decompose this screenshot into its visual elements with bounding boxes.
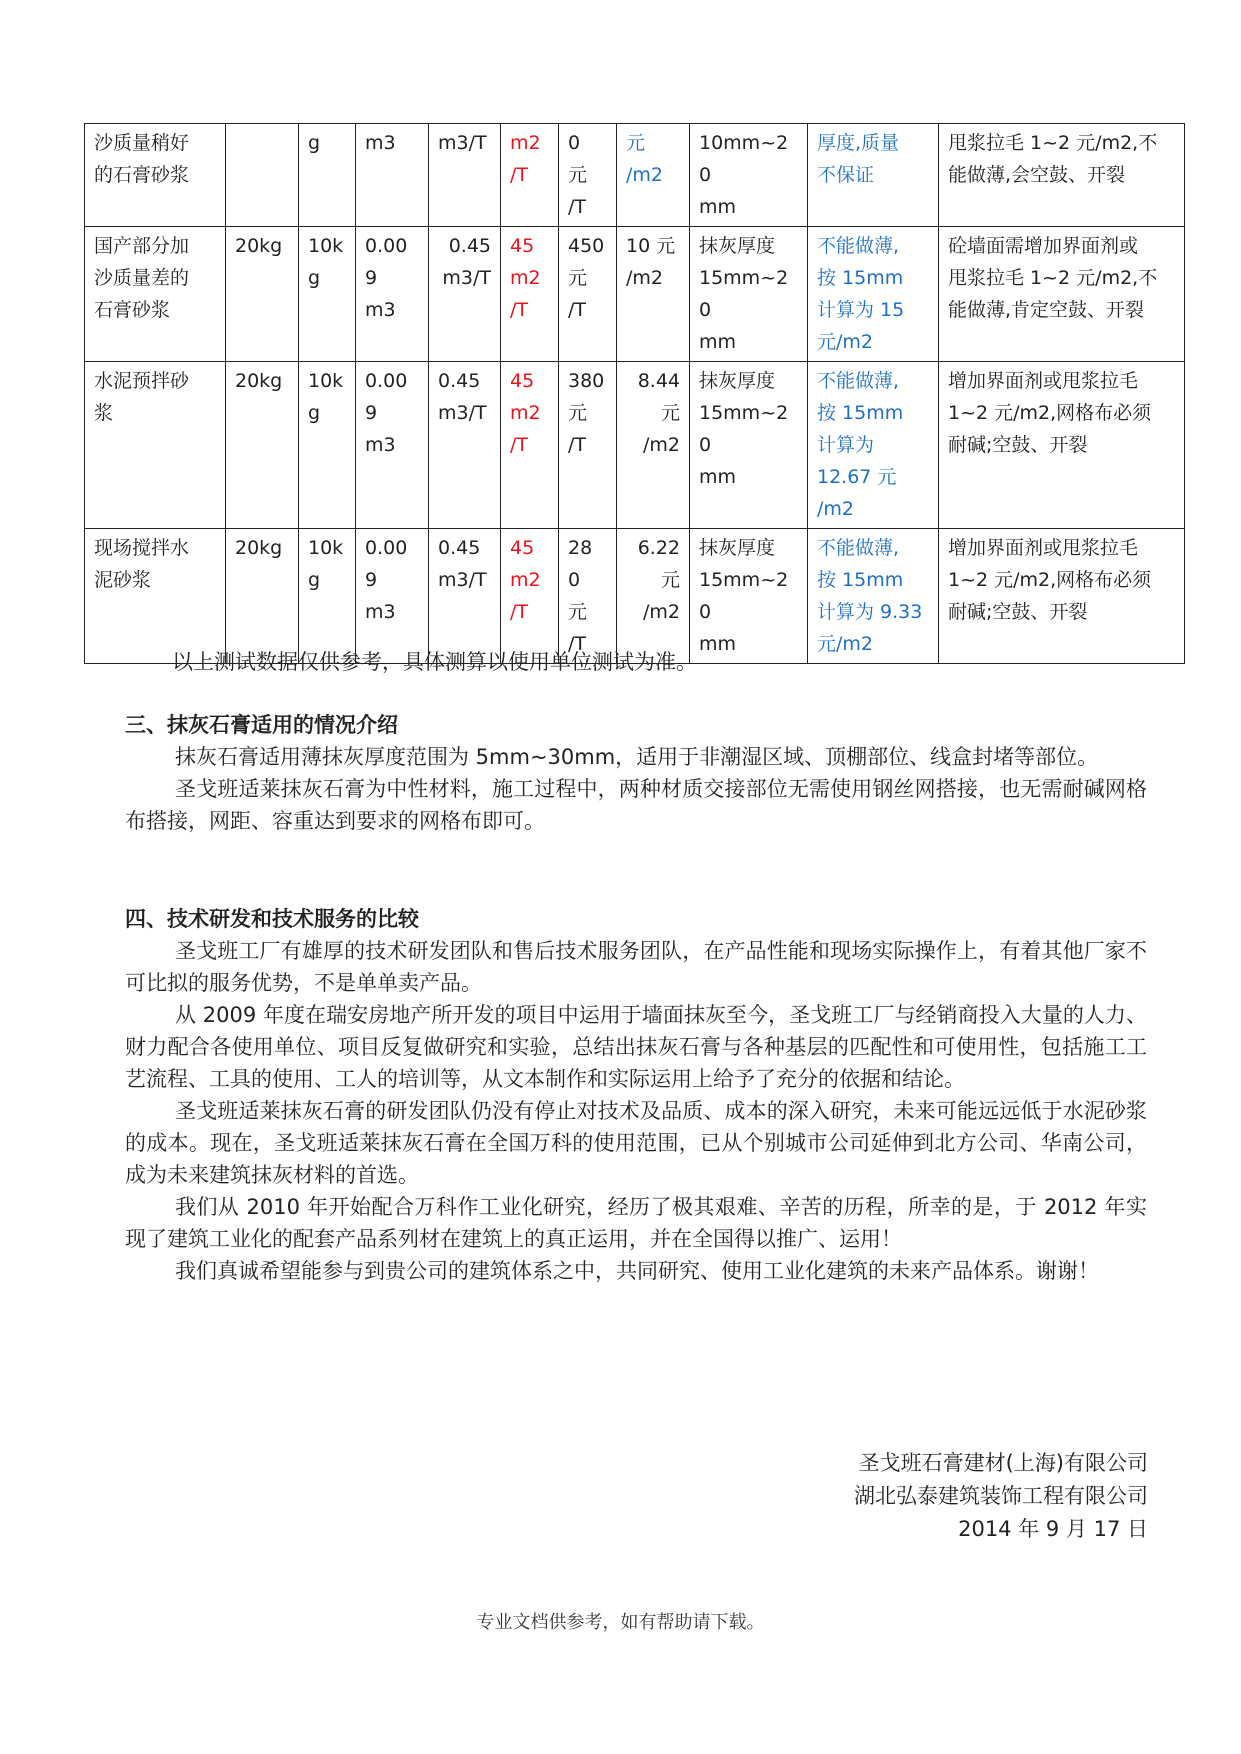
bag-weight-cell: 20kg (226, 227, 299, 362)
bag-weight-cell: 20kg (226, 362, 299, 529)
price-per-m2-cell: 8.44 元 /m2 (617, 362, 690, 529)
volume-cell: 0.009 m3 (356, 529, 429, 664)
price-per-m2-cell: 6.22 元 /m2 (617, 529, 690, 664)
price-per-ton-cell: 450 元 /T (559, 227, 617, 362)
area-per-ton-cell: 45 m2 /T (501, 227, 559, 362)
price-per-ton-cell: 380 元 /T (559, 362, 617, 529)
paragraph: 我们真诚希望能参与到贵公司的建筑体系之中，共同研究、使用工业化建筑的未来产品体系。谢谢！ (175, 1259, 1099, 1283)
company-name-2: 湖北弘泰建筑装饰工程有限公司 (854, 1484, 1148, 1508)
paragraph: 我们从 2010 年开始配合万科作工业化研究，经历了极其艰难、辛苦的历程，所幸的是，于 2012 年实现了建筑工业化的配套产品系列材在建筑上的真正运用，并在全国得以推广、运用！ (125, 1195, 1147, 1251)
volume-cell: 0.009 m3 (356, 227, 429, 362)
thickness-cell: 抹灰厚度 15mm~20 mm (690, 227, 808, 362)
paragraph: 从 2009 年度在瑞安房地产所开发的项目中运用于墙面抹灰至今，圣戈班工厂与经销商投入大量的人力、财力配合各使用单位、项目反复做研究和实验，总结出抹灰石膏与各种基层的匹配性和可使用性，包括施工工艺流程、工具的使用、工人的培训等，从文本制作和实际运用上给予了充分的依据和结论。 (125, 1003, 1147, 1091)
volume-cell: m3 (356, 124, 429, 227)
paragraph: 抹灰石膏适用薄抹灰厚度范围为 5mm~30mm，适用于非潮湿区域、顶棚部位、线盒封堵等部位。 (175, 745, 1099, 769)
remark-cell: 甩浆拉毛 1~2 元/m2,不 能做薄,会空鼓、开裂 (939, 124, 1185, 227)
volume-cell: 0.009 m3 (356, 362, 429, 529)
cost-note-cell: 不能做薄, 按 15mm 计算为 15 元/m2 (808, 227, 939, 362)
material-cell: 沙质量稍好 的石膏砂浆 (85, 124, 226, 227)
thickness-cell: 10mm~20 mm (690, 124, 808, 227)
thickness-cell: 抹灰厚度 15mm~20 mm (690, 362, 808, 529)
table-row (85, 227, 1185, 362)
area-per-ton-cell: 45 m2 /T (501, 362, 559, 529)
cost-note-cell: 不能做薄, 按 15mm 计算为 12.67 元 /m2 (808, 362, 939, 529)
volume-per-ton-cell: 0.45 m3/T (429, 227, 501, 362)
thickness-cell: 抹灰厚度 15mm~20 mm (690, 529, 808, 664)
signature-block (854, 1447, 1148, 1546)
weight-cell: 10k g (299, 529, 356, 664)
material-cell: 国产部分加 沙质量差的 石膏砂浆 (85, 227, 226, 362)
weight-cell: 10k g (299, 227, 356, 362)
comparison-table (84, 123, 1185, 664)
remark-cell: 增加界面剂或甩浆拉毛 1~2 元/m2,网格布必须 耐碱;空鼓、开裂 (939, 529, 1185, 664)
price-per-m2-cell: 元 /m2 (617, 124, 690, 227)
price-per-m2-cell: 10 元 /m2 (617, 227, 690, 362)
paragraph: 圣戈班适莱抹灰石膏为中性材料，施工过程中，两种材质交接部位无需使用钢丝网搭接，也无需耐碱网格布搭接，网距、容重达到要求的网格布即可。 (125, 777, 1147, 833)
section-3-body (125, 741, 1147, 837)
volume-per-ton-cell: m3/T (429, 124, 501, 227)
area-per-ton-cell: m2 /T (501, 124, 559, 227)
paragraph: 圣戈班适莱抹灰石膏的研发团队仍没有停止对技术及品质、成本的深入研究，未来可能远远低于水泥砂浆的成本。现在，圣戈班适莱抹灰石膏在全国万科的使用范围，已从个别城市公司延伸到北方公司、华南公司，成为未来建筑抹灰材料的首选。 (125, 1099, 1147, 1187)
weight-cell: 10k g (299, 362, 356, 529)
weight-cell: g (299, 124, 356, 227)
page-footer: 专业文档供参考，如有帮助请下载。 (476, 1612, 765, 1633)
area-per-ton-cell: 45 m2 /T (501, 529, 559, 664)
volume-per-ton-cell: 0.45 m3/T (429, 362, 501, 529)
paragraph: 圣戈班工厂有雄厚的技术研发团队和售后技术服务团队，在产品性能和现场实际操作上，有着其他厂家不可比拟的服务优势，不是单单卖产品。 (125, 939, 1147, 995)
section-3-heading: 三、抹灰石膏适用的情况介绍 (125, 713, 398, 737)
bag-weight-cell: 20kg (226, 529, 299, 664)
company-name-1: 圣戈班石膏建材(上海)有限公司 (858, 1451, 1148, 1475)
material-cell: 水泥预拌砂 浆 (85, 362, 226, 529)
price-per-ton-cell: 28 0 元 /T (559, 529, 617, 664)
remark-cell: 增加界面剂或甩浆拉毛 1~2 元/m2,网格布必须 耐碱;空鼓、开裂 (939, 362, 1185, 529)
price-per-ton-cell: 0 元 /T (559, 124, 617, 227)
section-4-heading: 四、技术研发和技术服务的比较 (125, 907, 419, 931)
volume-per-ton-cell: 0.45 m3/T (429, 529, 501, 664)
table-note: 以上测试数据仅供参考，具体测算以使用单位测试为准。 (172, 650, 697, 674)
section-4-body (125, 935, 1147, 1287)
bag-weight-cell (226, 124, 299, 227)
material-cell: 现场搅拌水 泥砂浆 (85, 529, 226, 664)
signature-date: 2014 年 9 月 17 日 (958, 1517, 1148, 1541)
cost-note-cell: 厚度,质量 不保证 (808, 124, 939, 227)
table-row (85, 362, 1185, 529)
table-row (85, 124, 1185, 227)
cost-note-cell: 不能做薄, 按 15mm 计算为 9.33 元/m2 (808, 529, 939, 664)
table-row (85, 529, 1185, 664)
remark-cell: 砼墙面需增加界面剂或 甩浆拉毛 1~2 元/m2,不 能做薄,肯定空鼓、开裂 (939, 227, 1185, 362)
